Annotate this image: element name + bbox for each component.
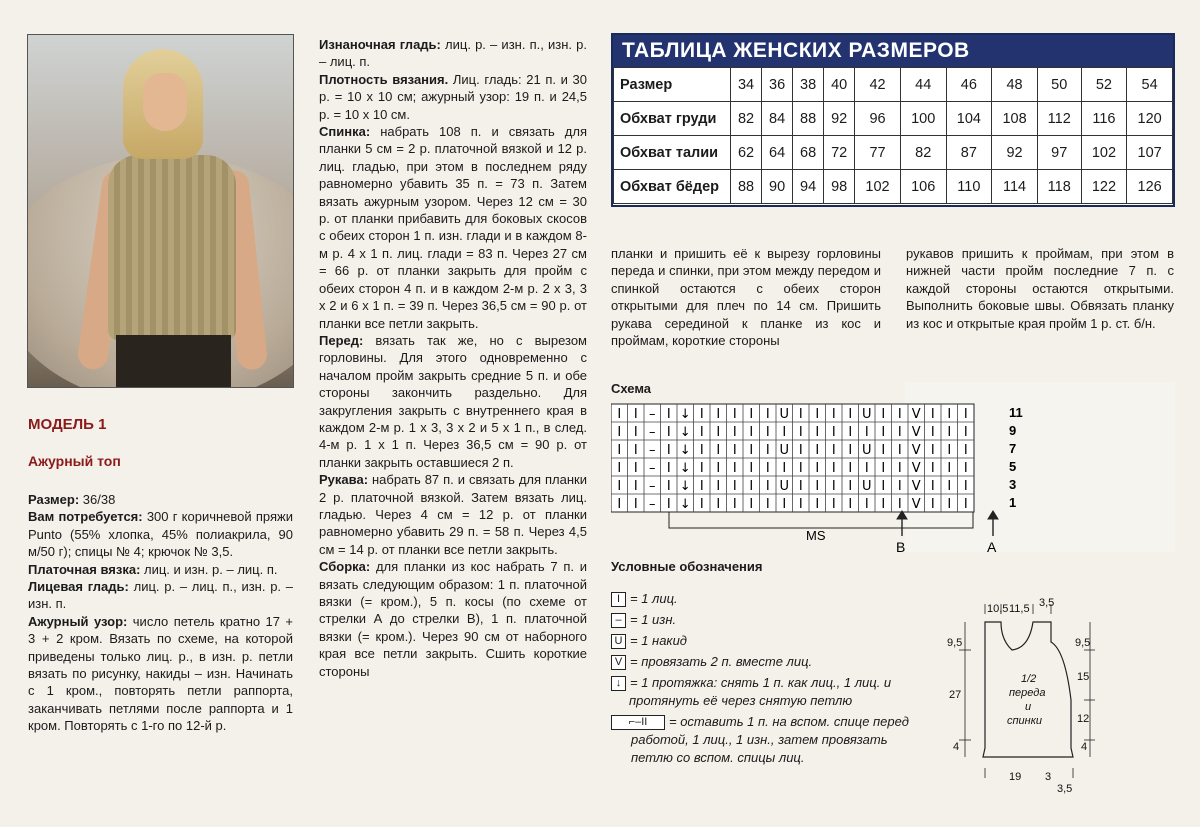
size-paragraph: Размер: 36/38 — [28, 492, 116, 507]
chart-stitch-mark: I — [666, 407, 671, 422]
size-cell: 52 — [1081, 68, 1127, 102]
chart-stitch-mark: I — [963, 407, 968, 422]
chart-stitch-mark: I — [815, 497, 820, 512]
cable-symbol-icon: ⌐–II — [611, 715, 665, 730]
dim-bottom-b: 3 — [1045, 771, 1052, 783]
chart-stitch-mark: – — [649, 425, 656, 440]
chart-stitch-mark: I — [765, 425, 770, 440]
legend-item: I = 1 лиц. — [611, 590, 891, 608]
size-cell: 87 — [946, 136, 992, 170]
dim-bottom-c: 3,5 — [1057, 783, 1073, 795]
chart-stitch-mark: – — [649, 461, 656, 476]
chart-stitch-mark: I — [815, 425, 820, 440]
size-cell: 90 — [762, 170, 793, 204]
gauge-paragraph: Плотность вязания. Лиц. гладь: 21 п. и 30 р. = 10 х 10 см; ажурный узор: 19 п. и 24,5 р. = 10 х 10 см. — [319, 71, 587, 122]
chart-stitch-mark: I — [633, 443, 638, 458]
chart-stitch-mark: I — [930, 461, 935, 476]
chart-stitch-mark: ↓ — [679, 461, 691, 476]
chart-stitch-mark: I — [963, 425, 968, 440]
chart-stitch-mark: I — [930, 479, 935, 494]
size-cell: 34 — [731, 68, 762, 102]
chart-stitch-mark: I — [897, 443, 902, 458]
chart-row-numbers — [1009, 405, 1023, 510]
chart-stitch-mark: V — [911, 479, 921, 494]
size-cell: 82 — [731, 102, 762, 136]
chart-stitch-mark: ↓ — [679, 497, 691, 512]
piece-label-4: спинки — [1007, 715, 1043, 727]
size-cell: 108 — [992, 102, 1038, 136]
dim-left-bot: 4 — [953, 741, 960, 753]
legend-title: Условные обозначения — [611, 559, 763, 574]
schema-title: Схема — [611, 381, 652, 396]
size-cell: 92 — [824, 102, 855, 136]
model-photo — [27, 34, 294, 388]
chart-stitch-mark: I — [782, 497, 787, 512]
size-table-row — [614, 136, 1173, 170]
size-table — [611, 33, 1175, 207]
size-cell: 38 — [793, 68, 824, 102]
chart-stitch-mark: I — [848, 479, 853, 494]
chart-stitch-mark: I — [881, 425, 886, 440]
size-cell: 98 — [824, 170, 855, 204]
assembly-continued: планки и пришить её к вырезу горловины переда и спинки, при этом между передом и спинкой остаются с обеих сторон открытыми для плеч по 14 см. Пришить рукава серединой к планке из кос и проймам, короткие стороны — [611, 246, 881, 349]
size-cell: 48 — [992, 68, 1038, 102]
row-number: 1 — [1009, 495, 1017, 510]
size-cell: 107 — [1127, 136, 1173, 170]
legend-item: U = 1 накид — [611, 632, 891, 650]
chart-stitch-mark: I — [716, 407, 721, 422]
chart-stitch-mark: – — [649, 407, 656, 422]
size-cell: 40 — [824, 68, 855, 102]
yarn-over-symbol-icon: U — [611, 634, 626, 649]
chart-stitch-mark: V — [911, 461, 921, 476]
size-cell: 82 — [900, 136, 946, 170]
chart-stitch-mark: I — [881, 407, 886, 422]
chart-stitch-mark: I — [699, 497, 704, 512]
back-paragraph: Спинка: набрать 108 п. и связать для планки 5 см = 2 р. платочной вязкой и 12 р. лиц. гладью, при этом в последнем ряду равномерно убавить 35 п. = 73 п. Затем вязать ажурным узором. Через 12 см = 30 р. от планки прибавить для боковых скосов с обеих сторон 1 п. изн. глади и в каждом 8-м р. 4 х 1 п. лиц. глади = 83 п. Через 27 см = 66 р. от планки закрыть для пройм с обеих сторон 4 п. и в каждом 2-м р. 2 х 3, 3 х 2 и 6 х 1 п. = 39 п. Через 36,5 см = 90 р. от планки все петли закрыть. — [319, 124, 587, 331]
chart-stitch-mark: I — [848, 461, 853, 476]
chart-stitch-mark: I — [848, 425, 853, 440]
model-subtitle: Ажурный топ — [28, 453, 121, 469]
chart-stitch-mark: I — [831, 407, 836, 422]
chart-stitch-mark: I — [666, 425, 671, 440]
chart-stitch-mark: I — [765, 461, 770, 476]
size-cell: 94 — [793, 170, 824, 204]
chart-stitch-mark: I — [732, 443, 737, 458]
chart-stitch-mark: V — [911, 407, 921, 422]
chart-stitch-mark: I — [947, 497, 952, 512]
chart-stitch-mark: I — [699, 407, 704, 422]
chart-stitch-mark: I — [798, 425, 803, 440]
size-cell: 112 — [1037, 102, 1081, 136]
chart-stitch-mark: I — [765, 479, 770, 494]
chart-stitch-mark: I — [881, 443, 886, 458]
dim-top-c: 3,5 — [1039, 597, 1055, 609]
size-cell: 120 — [1127, 102, 1173, 136]
size-cell: 84 — [762, 102, 793, 136]
chart-stitch-mark: I — [831, 497, 836, 512]
chart-stitch-mark: I — [765, 443, 770, 458]
chart-stitch-mark: U — [779, 443, 790, 458]
size-table-grid — [613, 67, 1173, 204]
chart-stitch-mark: I — [699, 425, 704, 440]
chart-stitch-mark: I — [881, 461, 886, 476]
size-cell: 106 — [900, 170, 946, 204]
ms-bracket — [669, 512, 973, 528]
chart-stitch-mark: I — [749, 425, 754, 440]
row-number: 9 — [1009, 423, 1017, 438]
stockinette-paragraph: Лицевая гладь: лиц. р. – лиц. п., изн. р. – изн. п. — [28, 579, 294, 612]
dim-right-1: 15 — [1077, 671, 1090, 683]
chart-stitch-mark: I — [749, 479, 754, 494]
chart-stitch-mark: I — [699, 479, 704, 494]
chart-grid — [611, 404, 974, 512]
model-title: МОДЕЛЬ 1 — [28, 416, 107, 433]
row-number: 7 — [1009, 441, 1017, 456]
chart-stitch-mark: I — [617, 479, 622, 494]
chart-stitch-mark: I — [798, 461, 803, 476]
size-cell: 110 — [946, 170, 992, 204]
piece-label-2: переда — [1009, 687, 1046, 699]
size-cell: 54 — [1127, 68, 1173, 102]
size-cell: 100 — [900, 102, 946, 136]
chart-stitch-mark: I — [963, 443, 968, 458]
column-3 — [611, 245, 881, 349]
chart-stitch-mark: I — [831, 461, 836, 476]
chart-stitch-mark: I — [815, 443, 820, 458]
arrow-b-icon — [897, 511, 907, 536]
chart-stitch-mark: I — [930, 425, 935, 440]
chart-stitch-mark: I — [732, 407, 737, 422]
dim-left-mid: 27 — [949, 689, 962, 701]
chart-stitch-mark: I — [716, 479, 721, 494]
row-number: 3 — [1009, 477, 1017, 492]
chart-stitch-mark: I — [864, 497, 869, 512]
chart-stitch-mark: V — [911, 425, 921, 440]
ms-label: MS — [806, 528, 826, 543]
size-cell: 46 — [946, 68, 992, 102]
chart-stitch-mark: ↓ — [679, 443, 691, 458]
chart-stitch-mark: I — [633, 425, 638, 440]
purl-symbol-icon: – — [611, 613, 626, 628]
size-cell: 68 — [793, 136, 824, 170]
chart-stitch-mark: I — [815, 479, 820, 494]
chart-stitch-mark: I — [798, 443, 803, 458]
legend-item: V = провязать 2 п. вместе лиц. — [611, 653, 891, 671]
chart-stitch-mark: I — [749, 407, 754, 422]
dim-top-a: 10,5 — [987, 603, 1009, 615]
size-cell: 102 — [855, 170, 901, 204]
k2tog-symbol-icon: V — [611, 655, 626, 670]
pattern-schematic — [945, 590, 1095, 800]
chart-stitch-mark: I — [897, 461, 902, 476]
chart-stitch-mark: I — [633, 497, 638, 512]
size-cell: 77 — [855, 136, 901, 170]
size-row-label: Обхват талии — [614, 136, 731, 170]
chart-stitch-mark: I — [732, 497, 737, 512]
chart-stitch-mark: I — [848, 497, 853, 512]
chart-stitch-mark: I — [864, 425, 869, 440]
lace-paragraph: Ажурный узор: число петель кратно 17 + 3 + 2 кром. Вязать по схеме, на которой приведены только лиц. р., в изн. р. петли вязать по рисунку, накиды – изн. Начинать с 1 кром., повторять петли раппорта, заканчивать петлями после раппорта и 1 кром. Повторять с 1-го по 12-й р. — [28, 613, 293, 734]
piece-label-1: 1/2 — [1021, 673, 1037, 685]
size-table-row — [614, 170, 1173, 204]
size-table-title: ТАБЛИЦА ЖЕНСКИХ РАЗМЕРОВ — [613, 35, 1173, 67]
chart-stitch-mark: U — [779, 479, 790, 494]
chart-stitch-mark: I — [831, 425, 836, 440]
chart-stitch-mark: I — [716, 425, 721, 440]
size-table-row — [614, 102, 1173, 136]
size-row-label: Обхват бёдер — [614, 170, 731, 204]
chart-stitch-mark: ↓ — [679, 407, 691, 422]
chart-stitch-mark: I — [963, 479, 968, 494]
chart-stitch-mark: I — [666, 479, 671, 494]
chart-stitch-mark: I — [848, 407, 853, 422]
chart-stitch-mark: I — [617, 443, 622, 458]
chart-stitch-mark: I — [815, 407, 820, 422]
chart-stitch-mark: I — [765, 407, 770, 422]
size-cell: 92 — [992, 136, 1038, 170]
chart-stitch-mark: I — [633, 461, 638, 476]
dim-right-top: 9,5 — [1075, 637, 1091, 649]
assembly-finish: рукавов пришить к проймам, при этом в нижней части пройм последние 7 п. с каждой стороны остаются открытыми. Выполнить боковые швы. Обвязать планку из кос и открытые края пройм 1 р. ст. б/н. — [906, 246, 1174, 331]
chart-stitch-mark: I — [666, 497, 671, 512]
arrow-a-icon — [988, 511, 998, 536]
chart-stitch-mark: I — [897, 407, 902, 422]
chart-stitch-mark: U — [779, 407, 790, 422]
chart-stitch-mark: I — [947, 461, 952, 476]
size-cell: 97 — [1037, 136, 1081, 170]
arrow-b-label: B — [896, 539, 906, 555]
piece-label-3: и — [1025, 701, 1032, 713]
chart-stitch-mark: I — [798, 497, 803, 512]
legend-item: – = 1 изн. — [611, 611, 891, 629]
size-cell: 104 — [946, 102, 992, 136]
chart-stitch-mark: – — [649, 479, 656, 494]
row-number: 5 — [1009, 459, 1017, 474]
chart-stitch-mark: I — [930, 407, 935, 422]
chart-stitch-mark: I — [848, 443, 853, 458]
size-cell: 122 — [1081, 170, 1127, 204]
chart-stitch-mark: I — [930, 443, 935, 458]
chart-stitch-mark: I — [947, 443, 952, 458]
chart-stitch-mark: I — [930, 497, 935, 512]
size-cell: 42 — [855, 68, 901, 102]
chart-stitch-mark: I — [749, 497, 754, 512]
chart-stitch-mark: ↓ — [679, 479, 691, 494]
garter-paragraph: Платочная вязка: лиц. и изн. р. – лиц. п. — [28, 561, 278, 577]
chart-stitch-mark: I — [617, 497, 622, 512]
chart-stitch-mark: I — [798, 407, 803, 422]
chart-stitch-mark: I — [815, 461, 820, 476]
chart-stitch-mark: – — [649, 497, 656, 512]
chart-stitch-mark: I — [831, 443, 836, 458]
legend — [611, 590, 921, 770]
size-cell: 44 — [900, 68, 946, 102]
size-cell: 88 — [793, 102, 824, 136]
chart-stitch-mark: I — [617, 425, 622, 440]
chart-stitch-mark: I — [897, 497, 902, 512]
dim-left-top: 9,5 — [947, 637, 963, 649]
chart-stitch-mark: I — [699, 443, 704, 458]
chart-stitch-mark: I — [716, 497, 721, 512]
chart-stitch-mark: I — [782, 425, 787, 440]
materials-paragraph: Вам потребуется: 300 г коричневой пряжи Punto (55% хлопка, 45% полиакрила, 90 м/50 г); спицы № 4; крючок № 3,5. — [28, 509, 293, 560]
chart-stitch-mark: ↓ — [679, 425, 691, 440]
chart-stitch-mark: I — [749, 461, 754, 476]
size-cell: 102 — [1081, 136, 1127, 170]
dim-right-bot: 4 — [1081, 741, 1088, 753]
size-cell: 118 — [1037, 170, 1081, 204]
size-table-row — [614, 68, 1173, 102]
size-cell: 64 — [762, 136, 793, 170]
front-paragraph: Перед: вязать так же, но с вырезом горловины. Для этого одновременно с началом пройм закрыть средние 5 п. и обе стороны закончить раздельно. Для закругления закрыть с внутреннего края в каждом 2-м р. 1 х 3, 3 х 2 и 5 х 1 п., в след. 4-м р. 1 х 1 п. Через 36,5 см = 90 р. от планки закрыть оставшиеся 2 п. — [319, 332, 587, 470]
chart-stitch-mark: I — [963, 461, 968, 476]
chart-stitch-mark: I — [947, 407, 952, 422]
size-cell: 116 — [1081, 102, 1127, 136]
chart-stitch-mark: – — [649, 443, 656, 458]
row-number: 11 — [1009, 405, 1023, 420]
chart-stitch-mark: V — [911, 497, 921, 512]
chart-stitch-mark: I — [749, 443, 754, 458]
chart-stitch-mark: I — [947, 425, 952, 440]
size-row-label: Обхват груди — [614, 102, 731, 136]
chart-stitch-mark: I — [716, 443, 721, 458]
skp-symbol-icon: ↓ — [611, 676, 626, 691]
dim-right-2: 12 — [1077, 713, 1090, 725]
legend-item: ⌐–II = оставить 1 п. на вспом. спице перед работой, 1 лиц., 1 изн., затем провязать петлю со вспом. спицы лиц. — [611, 713, 921, 767]
chart-stitch-mark: V — [911, 443, 921, 458]
chart-stitch-mark: I — [897, 479, 902, 494]
column-1 — [28, 491, 293, 735]
arrow-a-label: A — [987, 539, 997, 555]
size-row-label: Размер — [614, 68, 731, 102]
chart-stitch-mark: I — [881, 479, 886, 494]
chart-stitch-mark: I — [897, 425, 902, 440]
chart-stitch-mark: I — [716, 461, 721, 476]
chart-stitch-mark: I — [732, 479, 737, 494]
chart-stitch-mark: I — [947, 479, 952, 494]
size-cell: 72 — [824, 136, 855, 170]
chart-stitch-mark: U — [861, 407, 872, 422]
size-cell: 88 — [731, 170, 762, 204]
chart-stitch-mark: I — [617, 461, 622, 476]
chart-stitch-mark: I — [617, 407, 622, 422]
dim-top-b: 11,5 — [1009, 603, 1030, 615]
chart-stitch-mark: I — [732, 461, 737, 476]
column-4 — [906, 245, 1174, 332]
sleeves-paragraph: Рукава: набрать 87 п. и связать для планки 2 р. платочной вязкой. Затем вязать лиц. гладью. Через 4 см = 12 р. от планки равномерно убавить 29 п. = 58 п. Через 4,5 см = 14 р. от планки все петли закрыть. — [319, 472, 587, 557]
reverse-stockinette-paragraph: Изнаночная гладь: лиц. р. – изн. п., изн. р. – лиц. п. — [319, 37, 587, 70]
chart-stitch-mark: I — [666, 443, 671, 458]
legend-item: ↓ = 1 протяжка: снять 1 п. как лиц., 1 лиц. и протянуть её через снятую петлю — [611, 674, 904, 710]
chart-stitch-mark: I — [831, 479, 836, 494]
size-cell: 36 — [762, 68, 793, 102]
assembly-paragraph: Сборка: для планки из кос набрать 7 п. и вязать следующим образом: 1 п. платочной вязки (= кром.), 5 п. косы (по схеме от стрелки А до стрелки В), 1 п. платочной вязки (= кром.). Через 90 см от наборного края все петли закрыть. Сшить короткие стороны — [319, 559, 587, 679]
chart-stitch-mark: I — [699, 461, 704, 476]
chart-stitch-mark: I — [633, 479, 638, 494]
chart-stitch-mark: I — [963, 497, 968, 512]
size-cell: 126 — [1127, 170, 1173, 204]
dim-bottom-a: 19 — [1009, 771, 1022, 783]
chart-stitch-mark: I — [798, 479, 803, 494]
knit-symbol-icon: I — [611, 592, 626, 607]
size-cell: 62 — [731, 136, 762, 170]
chart-stitch-mark: I — [881, 497, 886, 512]
chart-stitch-mark: I — [732, 425, 737, 440]
size-cell: 50 — [1037, 68, 1081, 102]
knitting-chart — [611, 400, 1031, 560]
chart-stitch-mark: I — [765, 497, 770, 512]
chart-stitch-mark: U — [861, 443, 872, 458]
chart-stitch-mark: I — [666, 461, 671, 476]
size-cell: 96 — [855, 102, 901, 136]
size-cell: 114 — [992, 170, 1038, 204]
chart-stitch-mark: I — [633, 407, 638, 422]
column-2 — [319, 36, 587, 680]
chart-stitch-mark: U — [861, 479, 872, 494]
chart-stitch-mark: I — [864, 461, 869, 476]
chart-stitch-mark: I — [782, 461, 787, 476]
